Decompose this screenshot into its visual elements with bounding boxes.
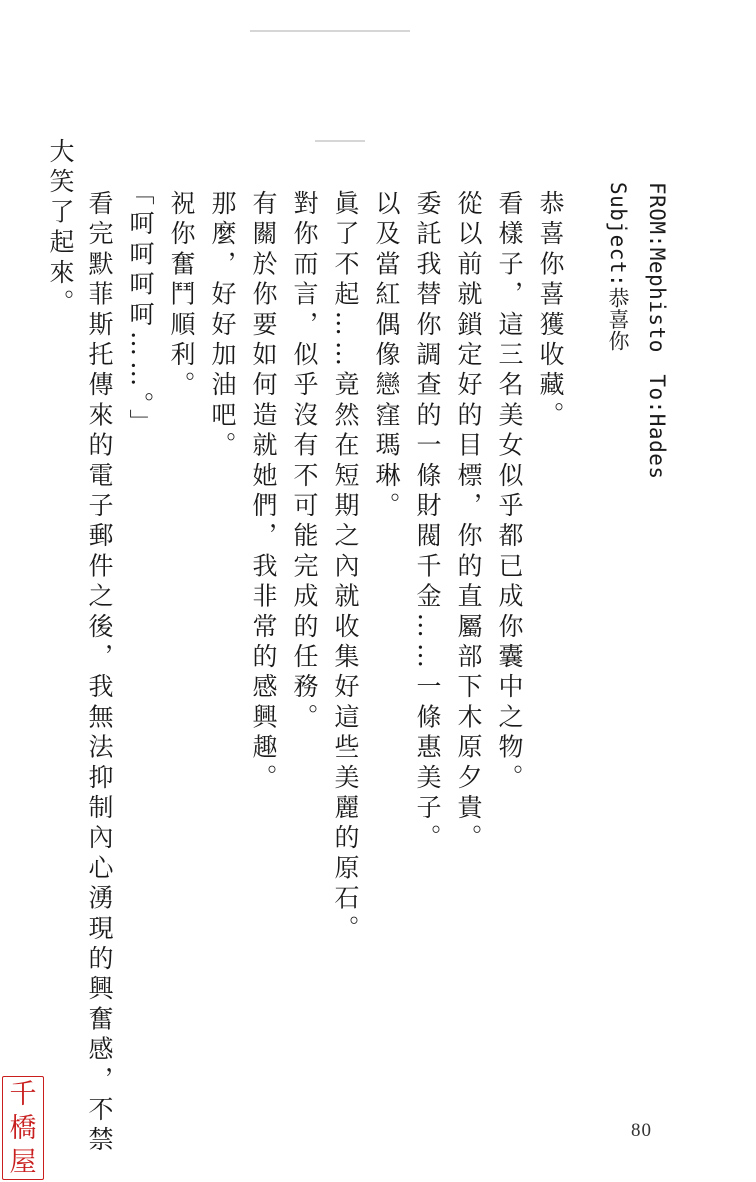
email-body-line: 那麼，好好加油吧。	[208, 190, 237, 462]
narration-line: 看完默菲斯托傳來的電子郵件之後，我無法抑制內心湧現的興奮感，不禁	[85, 190, 114, 1157]
scan-artifact	[250, 30, 410, 32]
email-body-line: 對你而言，似乎沒有不可能完成的任務。	[290, 190, 319, 734]
email-body-line: 以及當紅偶像戀窪瑪琳。	[372, 190, 401, 523]
seal-char: 橋	[9, 1112, 37, 1144]
email-subject-text: Subject:恭喜你	[606, 182, 630, 352]
email-body-line: 恭喜你喜獲收藏。	[536, 190, 565, 432]
email-subject-line	[606, 182, 631, 352]
email-from-line: FROM:Mephisto To:Hades	[645, 182, 669, 480]
scan-artifact	[315, 140, 365, 142]
seal-char: 千	[9, 1078, 37, 1110]
narration-quote: 「呵呵呵呵……。」	[126, 180, 155, 440]
email-body-line: 委託我替你調查的一條財閥千金……一條惠美子。	[413, 190, 442, 855]
page-number: 80	[631, 1120, 652, 1141]
email-body-line: 眞了不起……竟然在短期之內就收集好這些美麗的原石。	[331, 190, 360, 945]
narration-line: 大笑了起來。	[46, 138, 75, 320]
publisher-seal	[2, 1076, 44, 1180]
email-body-line: 有關於你要如何造就她們，我非常的感興趣。	[249, 190, 278, 794]
email-body-line: 從以前就鎖定好的目標，你的直屬部下木原夕貴。	[454, 190, 483, 855]
email-body-line: 看樣子，這三名美女似乎都已成你囊中之物。	[495, 190, 524, 794]
email-body-line: 祝你奮鬥順利。	[167, 190, 196, 402]
seal-char: 屋	[9, 1146, 37, 1178]
